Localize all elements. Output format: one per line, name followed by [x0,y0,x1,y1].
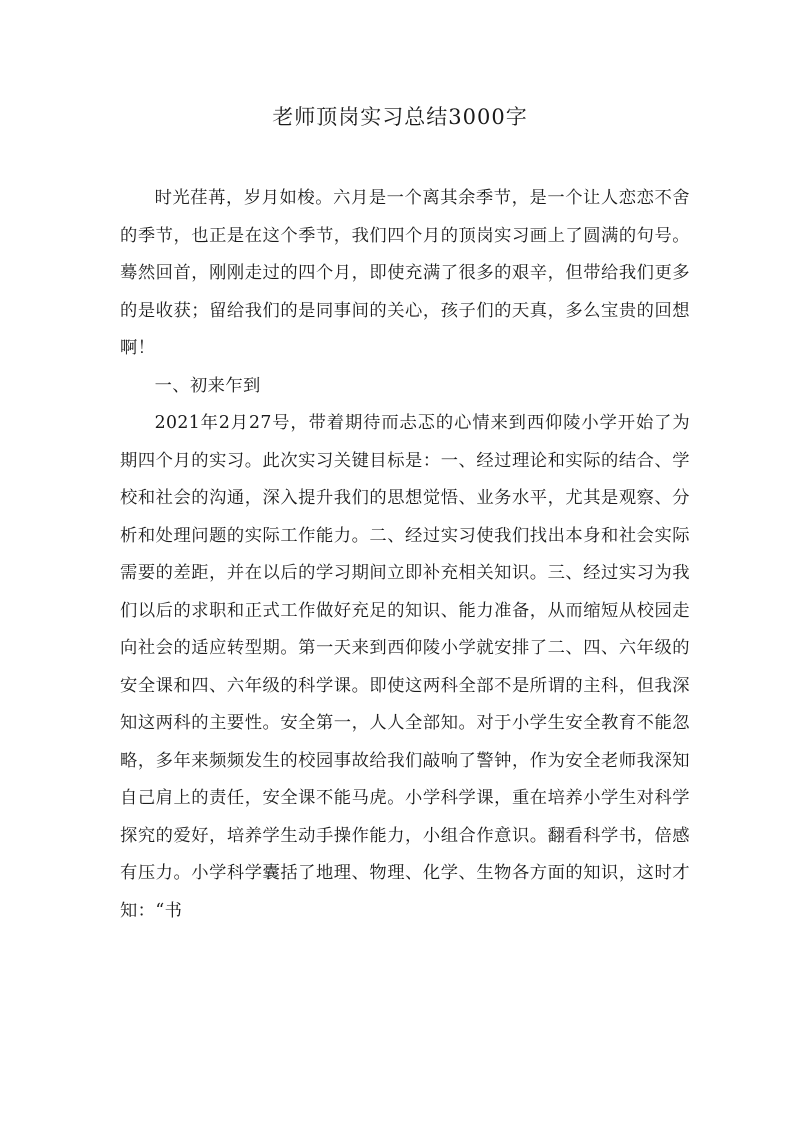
document-body [120,180,690,930]
intro-paragraph: 时光荏苒，岁月如梭。六月是一个离其余季节，是一个让人恋恋不舍的季节，也正是在这个季节，我们四个月的顶岗实习画上了圆满的句号。蓦然回首，刚刚走过的四个月，即使充满了很多的艰辛，但带给我们更多的是收获；留给我们的是同事间的关心，孩子们的天真，多么宝贵的回想啊！ [120,188,690,358]
section-heading: 一、初来乍到 [154,375,261,396]
document-title: 老师顶岗实习总结3000字 [272,105,528,129]
section-paragraph: 2021年2月27号，带着期待而忐忑的心情来到西仰陵小学开始了为期四个月的实习。此次实习关键目标是：一、经过理论和实际的结合、学校和社会的沟通，深入提升我们的思想觉悟、业务水平，尤其是观察、分析和处理问题的实际工作能力。二、经过实习使我们找出本身和社会实际需要的差距，并在以后的学习期间立即补充相关知识。三、经过实习为我们以后的求职和正式工作做好充足的知识、能力准备，从而缩短从校园走向社会的适应转型期。第一天来到西仰陵小学就安排了二、四、六年级的安全课和四、六年级的科学课。即使这两科全部不是所谓的主科，但我深知这两科的主要性。安全第一，人人全部知。对于小学生安全教育不能忽略，多年来频频发生的校园事故给我们敲响了警钟，作为安全老师我深知自己肩上的责任，安全课不能马虎。小学科学课，重在培养小学生对科学探究的爱好，培养学生动手操作能力，小组合作意识。翻看科学书，倍感有压力。小学科学囊括了地理、物理、化学、生物各方面的知识，这时才知：“书 [120,413,690,921]
